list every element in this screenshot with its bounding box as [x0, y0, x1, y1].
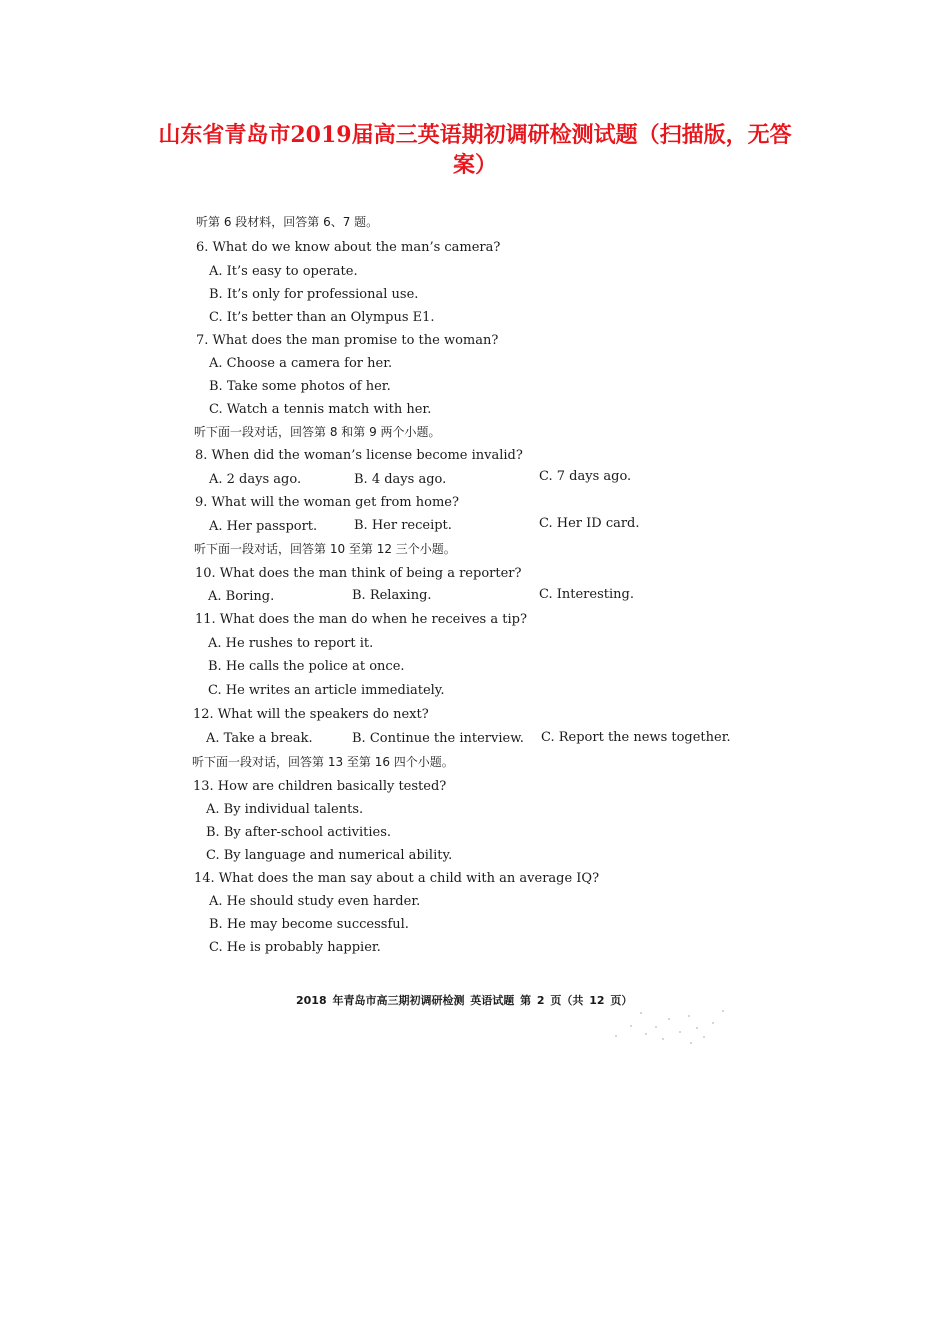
option-12b: B. Continue the interview.	[352, 731, 524, 746]
option-9b: B. Her receipt.	[354, 518, 452, 533]
option-6b: B. It’s only for professional use.	[209, 287, 419, 302]
section-instruction: 听第 6 段材料，回答第 6、7 题。	[196, 215, 379, 229]
title-line-2: 案）	[452, 152, 497, 178]
option-6a: A. It’s easy to operate.	[209, 264, 358, 279]
question-6: 6. What do we know about the man’s camera?	[196, 240, 501, 255]
question-13: 13. How are children basically tested?	[193, 779, 447, 794]
option-12c: C. Report the news together.	[541, 730, 731, 745]
section-instruction: 听下面一段对话，回答第 13 至第 16 四个小题。	[192, 755, 454, 769]
option-7c: C. Watch a tennis match with her.	[209, 402, 432, 417]
option-13b: B. By after-school activities.	[206, 825, 391, 840]
option-10b: B. Relaxing.	[352, 588, 432, 603]
question-11: 11. What does the man do when he receives a tip?	[195, 612, 527, 627]
option-8c: C. 7 days ago.	[539, 469, 632, 484]
option-10a: A. Boring.	[208, 589, 275, 604]
option-9c: C. Her ID card.	[539, 516, 640, 531]
option-11c: C. He writes an article immediately.	[208, 683, 445, 698]
question-9: 9. What will the woman get from home?	[195, 495, 459, 510]
page-footer: 2018 年青岛市高三期初调研检测 英语试题 第 2 页（共 12 页）	[296, 994, 633, 1007]
option-14c: C. He is probably happier.	[209, 940, 381, 955]
section-instruction: 听下面一段对话，回答第 10 至第 12 三个小题。	[194, 542, 456, 556]
option-14b: B. He may become successful.	[209, 917, 409, 932]
option-8a: A. 2 days ago.	[209, 472, 302, 487]
option-13a: A. By individual talents.	[206, 802, 364, 817]
option-7a: A. Choose a camera for her.	[209, 356, 393, 371]
question-14: 14. What does the man say about a child with an average IQ?	[194, 871, 600, 886]
option-9a: A. Her passport.	[209, 519, 318, 534]
option-10c: C. Interesting.	[539, 587, 634, 602]
title-line-1: 山东省青岛市2019届高三英语期初调研检测试题（扫描版，无答	[158, 122, 792, 148]
question-8: 8. When did the woman’s license become invalid?	[195, 448, 523, 463]
question-12: 12. What will the speakers do next?	[193, 707, 429, 722]
option-6c: C. It’s better than an Olympus E1.	[209, 310, 435, 325]
question-7: 7. What does the man promise to the woman?	[196, 333, 499, 348]
option-11b: B. He calls the police at once.	[208, 659, 405, 674]
option-11a: A. He rushes to report it.	[208, 636, 374, 651]
option-7b: B. Take some photos of her.	[209, 379, 391, 394]
option-13c: C. By language and numerical ability.	[206, 848, 453, 863]
section-instruction: 听下面一段对话，回答第 8 和第 9 两个小题。	[194, 425, 441, 439]
option-8b: B. 4 days ago.	[354, 472, 447, 487]
option-14a: A. He should study even harder.	[209, 894, 421, 909]
option-12a: A. Take a break.	[206, 731, 313, 746]
question-10: 10. What does the man think of being a reporter?	[195, 566, 522, 581]
